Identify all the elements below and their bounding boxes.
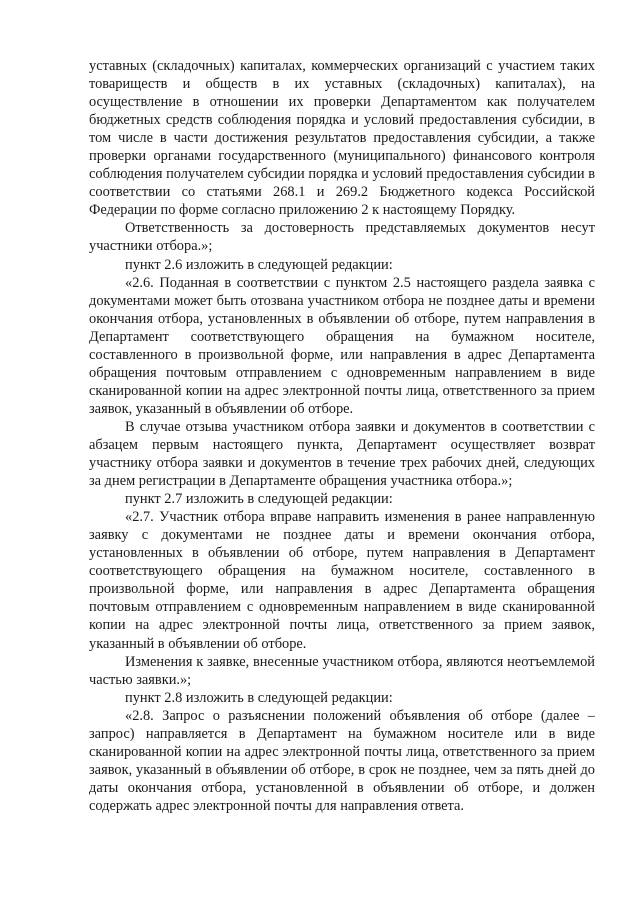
paragraph-8: Изменения к заявке, внесенные участником отбора, являются неотъемлемой частью заявки.»;: [89, 653, 595, 688]
paragraph-1: уставных (складочных) капиталах, коммерческих организаций с участием таких товариществ и обществ в их уставных (складочных) капиталах), на осуществление в отношении их проверки Департаментом как получателем бюджетных средств соблюдения порядка и условий предоставления субсидии, в том числе в части достижения результатов предоставления субсидии, а также проверки органами государственного (муниципального) финансового контроля соблюдения получателем субсидии порядка и условий предоставления субсидии в соответствии со статьями 268.1 и 269.2 Бюджетного кодекса Российской Федерации по форме согласно приложению 2 к настоящему Порядку.: [89, 58, 595, 219]
paragraph-6: пункт 2.7 изложить в следующей редакции:: [125, 491, 393, 508]
paragraph-9: пункт 2.8 изложить в следующей редакции:: [125, 689, 393, 706]
paragraph-2: Ответственность за достоверность представляемых документов несут участники отбора.»;: [89, 220, 595, 255]
paragraph-5: В случае отзыва участником отбора заявки и документов в соответствии с абзацем первым настоящего пункта, Департамент осуществляет возврат участнику отбора заявки и документов в течение трех рабочих дней, следующих за днем регистрации в Департаменте обращения участника отбора.»;: [89, 418, 595, 490]
document-page: [89, 57, 595, 815]
paragraph-3: пункт 2.6 изложить в следующей редакции:: [125, 256, 393, 273]
paragraph-7: «2.7. Участник отбора вправе направить изменения в ранее направленную заявку с документами не позднее даты и времени окончания отбора, установленных в объявлении об отборе, путем направления в Департамент соответствующего обращения на бумажном носителе, составленного в произвольной форме, или направления в адрес Департамента обращения почтовым отправлением с одновременным направлением в виде сканированной копии на адрес электронной почты лица, ответственного за прием заявок, указанный в объявлении об отборе.: [89, 509, 595, 652]
paragraph-4: «2.6. Поданная в соответствии с пунктом 2.5 настоящего раздела заявка с документами может быть отозвана участником отбора не позднее даты и времени окончания отбора, установленных в объявлении об отборе, путем направления в Департамент соответствующего обращения на бумажном носителе, составленного в произвольной форме, или направления в адрес Департамента обращения почтовым отправлением с одновременным направлением в виде сканированной копии на адрес электронной почты лица, ответственного за прием заявок, указанный в объявлении об отборе.: [89, 274, 595, 417]
paragraph-10: «2.8. Запрос о разъяснении положений объявления об отборе (далее – запрос) направляется в Департамент на бумажном носителе или в виде сканированной копии на адрес электронной почты лица, ответственного за прием заявок, указанный в объявлении об отборе, в срок не позднее, чем за пять дней до даты окончания отбора, установленной в объявлении об отборе, и должен содержать адрес электронной почты для направления ответа.: [89, 707, 595, 814]
